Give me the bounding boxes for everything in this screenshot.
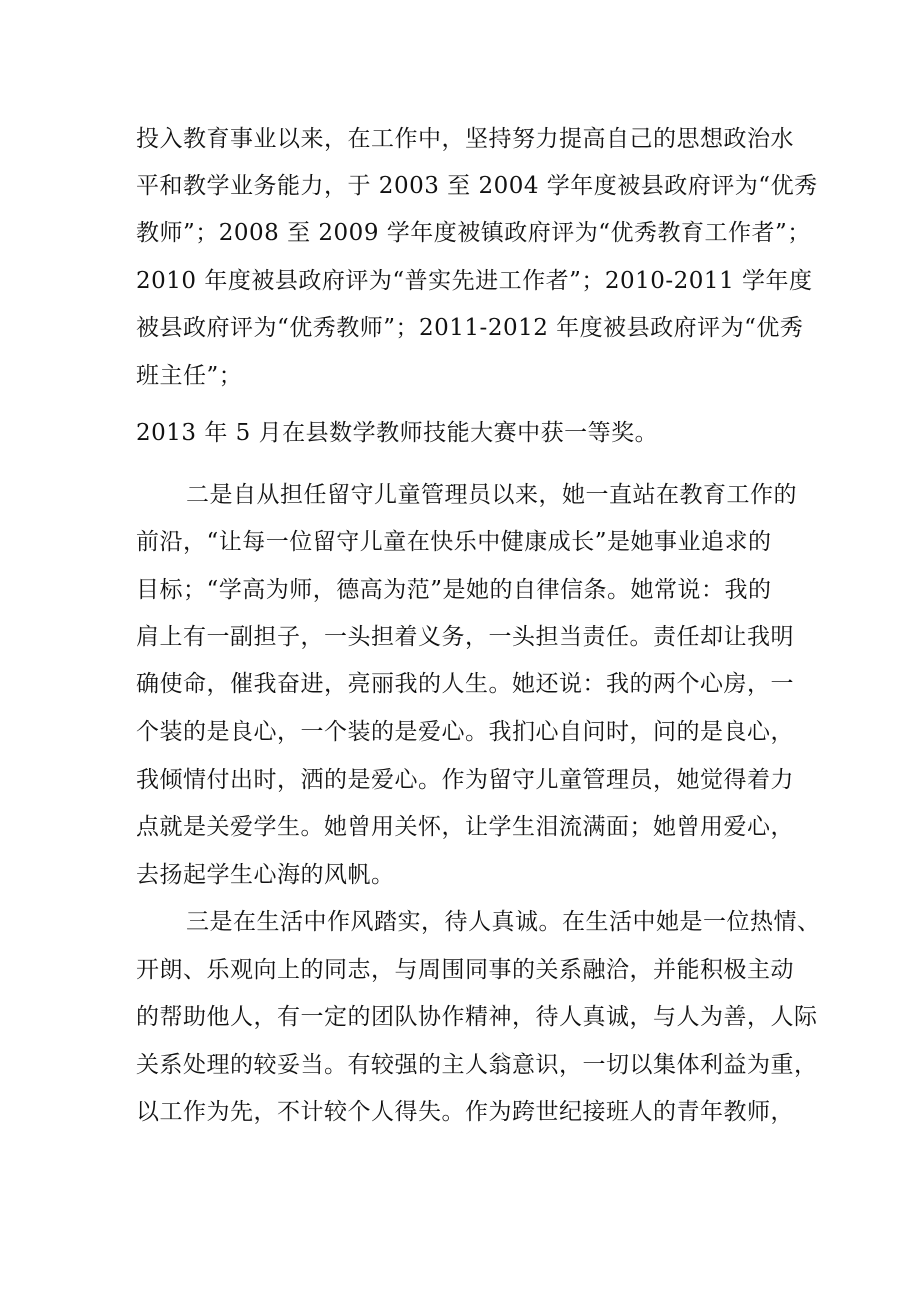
- paragraph-4-line-5: 以工作为先，不计较个人得失。作为跨世纪接班人的青年教师，: [136, 1099, 794, 1125]
- paragraph-3-line-9: 去扬起学生心海的风帆。: [136, 862, 395, 888]
- paragraph-3-line-4: 肩上有一副担子，一头担着义务，一头担当责任。责任却让我明: [136, 624, 794, 650]
- paragraph-3-line-6: 个装的是良心，一个装的是爱心。我扪心自问时，问的是良心，: [136, 719, 794, 745]
- paragraph-1-line-3: 教师”；2008 至 2009 学年度被镇政府评为“优秀教育工作者”；: [136, 220, 811, 246]
- paragraph-3-line-1: 二是自从担任留守儿童管理员以来，她一直站在教育工作的: [186, 482, 797, 508]
- paragraph-1-line-5: 被县政府评为“优秀教师”；2011-2012 年度被县政府评为“优秀: [136, 315, 804, 341]
- paragraph-3-line-5: 确使命，催我奋进，亮丽我的人生。她还说：我的两个心房，一: [136, 671, 794, 697]
- paragraph-1-line-4: 2010 年度被县政府评为“普实先进工作者”；2010-2011 学年度: [136, 268, 813, 294]
- paragraph-3-line-3: 目标；“学高为师，德高为范”是她的自律信条。她常说：我的: [136, 577, 772, 603]
- paragraph-1-line-2: 平和教学业务能力，于 2003 至 2004 学年度被县政府评为“优秀: [136, 173, 818, 199]
- paragraph-3-line-2: 前沿，“让每一位留守儿童在快乐中健康成长”是她事业追求的: [136, 529, 772, 555]
- paragraph-4-line-1: 三是在生活中作风踏实，待人真诚。在生活中她是一位热情、: [186, 909, 821, 935]
- paragraph-3-line-7: 我倾情付出时，洒的是爱心。作为留守儿童管理员，她觉得着力: [136, 767, 794, 793]
- paragraph-4-line-3: 的帮助他人，有一定的团队协作精神，待人真诚，与人为善，人际: [136, 1004, 818, 1030]
- paragraph-4-line-4: 关系处理的较妥当。有较强的主人翁意识，一切以集体利益为重，: [136, 1052, 818, 1078]
- paragraph-2-line-1: 2013 年 5 月在县数学教师技能大赛中获一等奖。: [136, 420, 659, 446]
- paragraph-1-line-6: 班主任”；: [136, 363, 243, 389]
- paragraph-1-line-1: 投入教育事业以来，在工作中，坚持努力提高自己的思想政治水: [136, 126, 794, 152]
- paragraph-3-line-8: 点就是关爱学生。她曾用关怀，让学生泪流满面；她曾用爱心，: [136, 814, 794, 840]
- paragraph-4-line-2: 开朗、乐观向上的同志，与周围同事的关系融洽，并能积极主动: [136, 957, 794, 983]
